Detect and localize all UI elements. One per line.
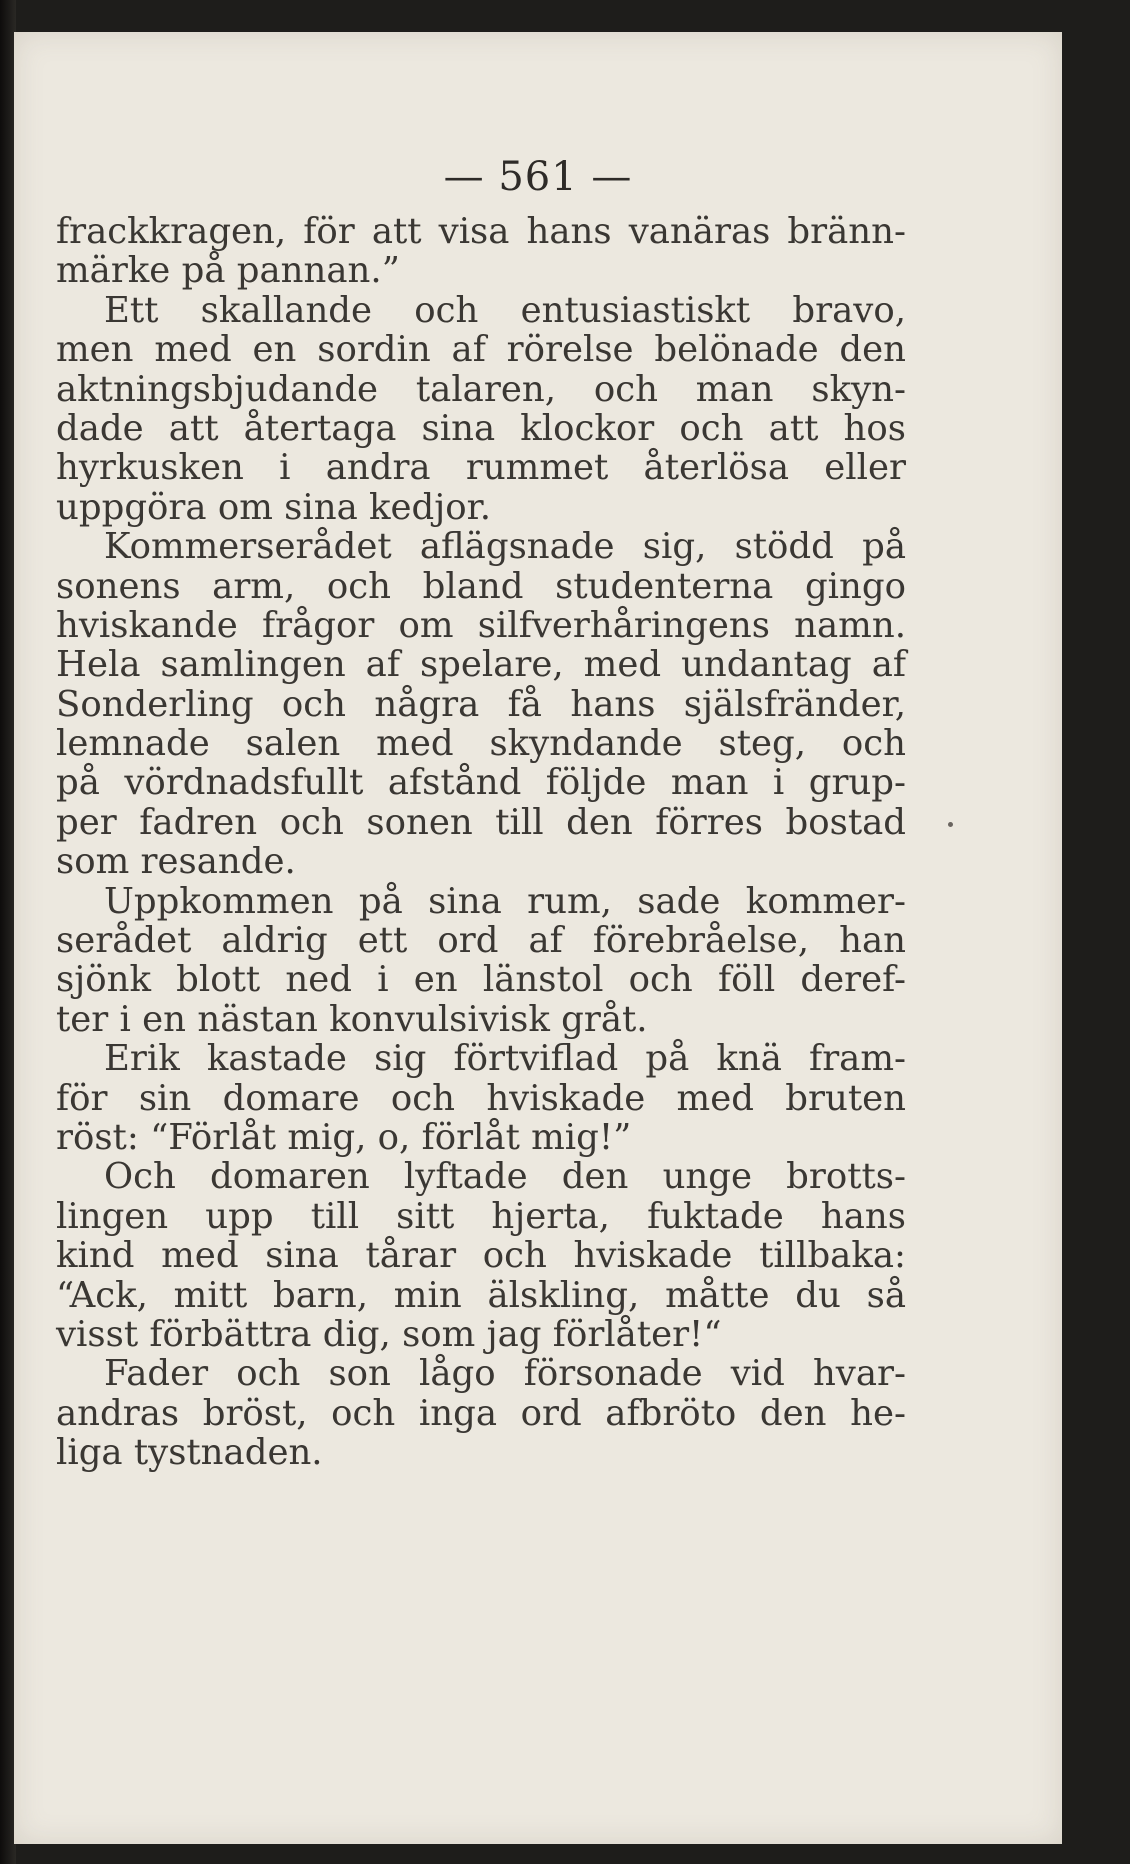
text-line: ter i en nästan konvulsivisk gråt. <box>56 998 648 1040</box>
text-line: men med en sordin af rörelse belönade den <box>56 329 906 371</box>
text-line: Erik kastade sig förtviflad på knä fram- <box>104 1038 906 1080</box>
book-page <box>14 32 1062 1844</box>
text-line: serådet aldrig ett ord af förebråelse, han <box>56 920 906 962</box>
text-line: visst förbättra dig, som jag förlåter!“ <box>56 1313 722 1355</box>
body-text <box>56 212 906 1473</box>
text-line: uppgöra om sina kedjor. <box>56 486 492 528</box>
text-line: per fadren och sonen till den förres bostad <box>56 801 906 843</box>
text-line: dade att återtaga sina klockor och att hos <box>56 407 906 449</box>
text-line: Och domaren lyftade den unge brotts- <box>104 1156 906 1198</box>
text-line: röst: “Förlåt mig, o, förlåt mig!” <box>56 1116 632 1158</box>
text-line: på vördnadsfullt afstånd följde man i grup- <box>56 762 906 804</box>
text-line: andras bröst, och inga ord afbröto den he- <box>56 1392 906 1434</box>
text-line: Fader och son lågo försonade vid hvar- <box>104 1353 906 1395</box>
text-line: Ett skallande och entusiastiskt bravo, <box>104 289 906 331</box>
text-line: Sonderling och några få hans själsfränder, <box>56 683 906 725</box>
text-line: för sin domare och hviskade med bruten <box>56 1077 906 1119</box>
text-line: hyrkusken i andra rummet återlösa eller <box>56 447 906 489</box>
text-line: lemnade salen med skyndande steg, och <box>56 723 906 765</box>
text-line: “Ack, mitt barn, min älskling, måtte du så <box>56 1274 906 1316</box>
text-line: sonens arm, och bland studenterna gingo <box>56 565 906 607</box>
page-number: — 561 — <box>443 154 633 200</box>
text-line: aktningsbjudande talaren, och man skyn- <box>56 368 906 410</box>
text-line: kind med sina tårar och hviskade tillbaka: <box>56 1235 906 1277</box>
text-line: frackkragen, för att visa hans vanäras bränn- <box>56 211 906 252</box>
text-line: lingen upp till sitt hjerta, fuktade hans <box>56 1195 906 1237</box>
text-line: Uppkommen på sina rum, sade kommer- <box>104 880 906 922</box>
text-line: Hela samlingen af spelare, med undantag af <box>56 644 906 686</box>
text-line: Kommerserådet aflägsnade sig, stödd på <box>104 526 906 568</box>
text-line: som resande. <box>56 841 296 883</box>
text-line: hviskande frågor om silfverhåringens namn. <box>56 604 906 646</box>
text-line: liga tystnaden. <box>56 1432 323 1474</box>
paper-speck <box>948 822 953 827</box>
text-line: sjönk blott ned i en länstol och föll deref- <box>56 959 906 1001</box>
text-line: märke på pannan.” <box>56 250 400 292</box>
